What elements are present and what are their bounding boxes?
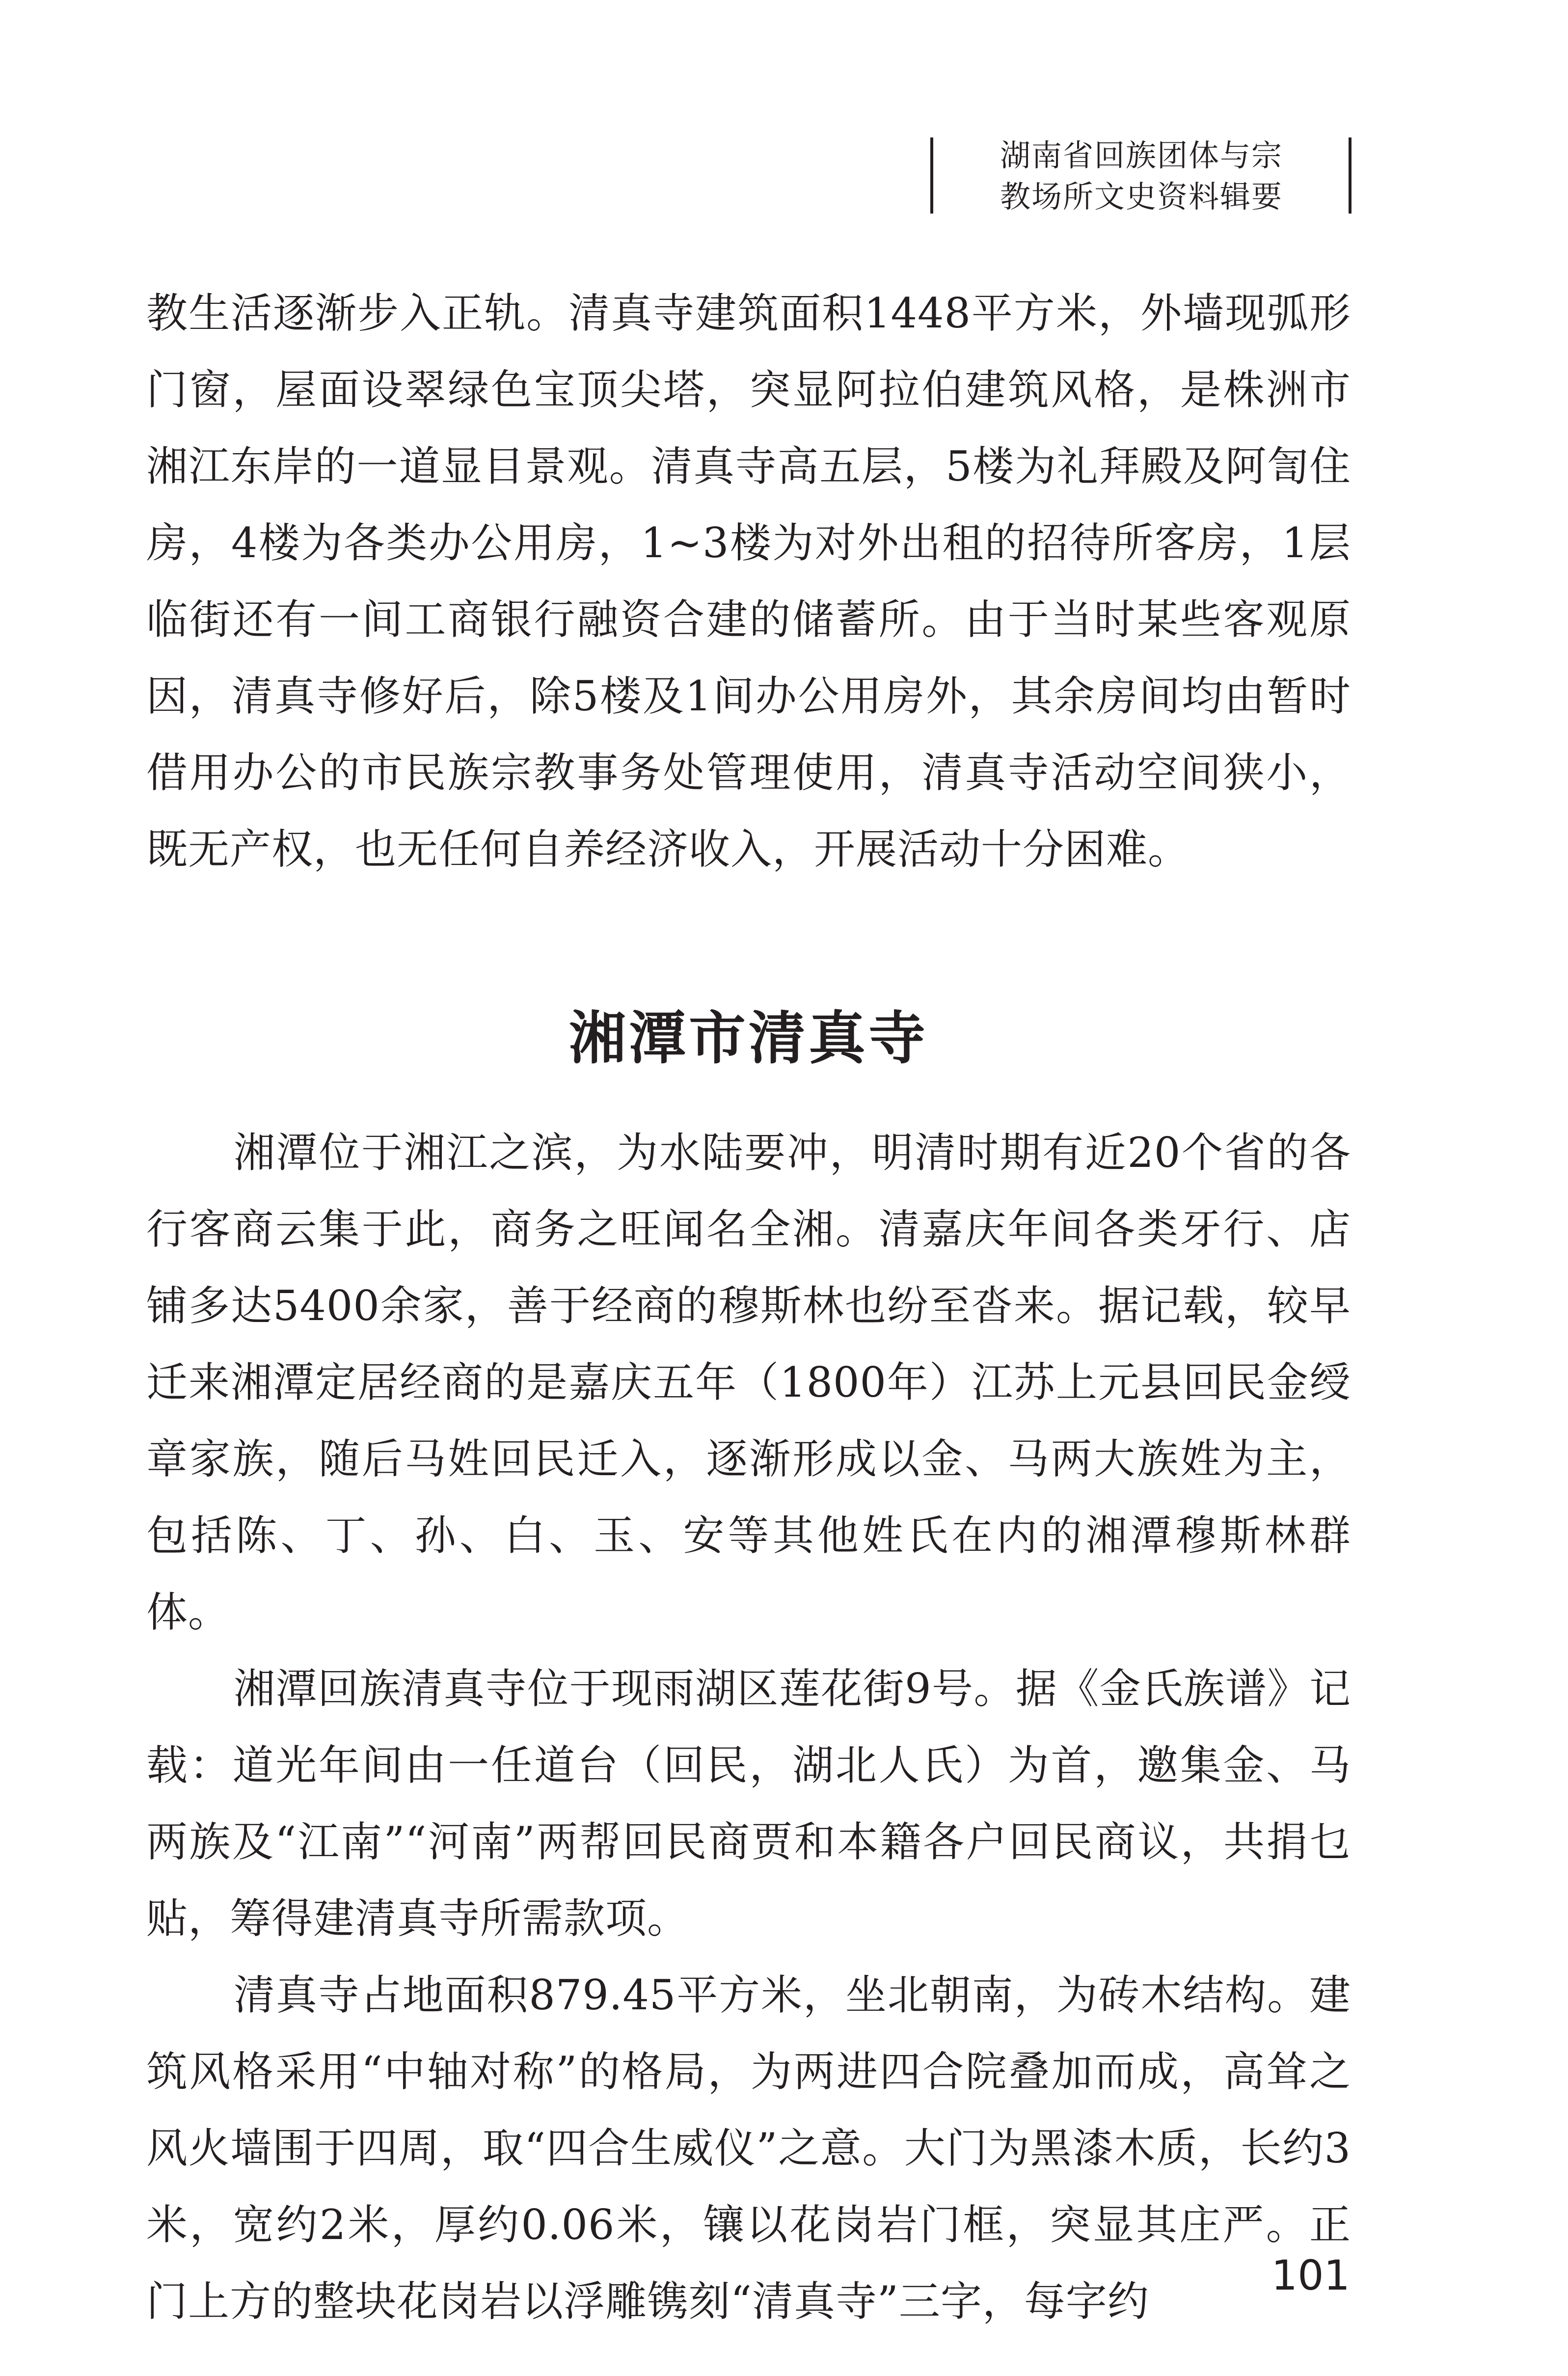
header-rule-left <box>930 137 933 214</box>
paragraph: 湘潭回族清真寺位于现雨湖区莲花街9号。据《金氏族谱》记载：道光年间由一任道台（回民，湖北人氏）为首，邀集金、马两族及“江南”“河南”两帮回民商贾和本籍各户回民商议，共捐乜贴，筹得建清真寺所需款项。 <box>146 1665 1351 1943</box>
section-title: 湘潭市清真寺 <box>569 1005 928 1072</box>
header-rule-right <box>1349 137 1352 214</box>
header-title-line-1: 湖南省回族团体与宗 <box>1000 137 1283 173</box>
paragraph: 清真寺占地面积879.45平方米，坐北朝南，为砖木结构。建筑风格采用“中轴对称”的格局，为两进四合院叠加而成，高耸之风火墙围于四周，取“四合生威仪”之意。大门为黑漆木质，长约3米，宽约2米，厚约0.06米，镶以花岗岩门框，突显其庄严。正门上方的整块花岗岩以浮雕镌刻“清真寺”三字，每字约 <box>146 1971 1351 2325</box>
running-header <box>930 135 1352 216</box>
continued-text-block <box>146 275 1351 888</box>
paragraph-continued: 教生活逐渐步入正轨。清真寺建筑面积1448平方米，外墙现弧形门窗，屋面设翠绿色宝顶尖塔，突显阿拉伯建筑风格，是株洲市湘江东岸的一道显目景观。清真寺高五层，5楼为礼拜殿及阿訇住房，4楼为各类办公用房，1~3楼为对外出租的招待所客房，1层临街还有一间工商银行融资合建的储蓄所。由于当时某些客观原因，清真寺修好后，除5楼及1间办公用房外，其余房间均由暂时借用办公的市民族宗教事务处管理使用，清真寺活动空间狭小，既无产权，也无任何自养经济收入，开展活动十分困难。 <box>146 289 1351 873</box>
section-body <box>146 1114 1351 2340</box>
page-number: 101 <box>1271 2251 1350 2299</box>
paragraph: 湘潭位于湘江之滨，为水陆要冲，明清时期有近20个省的各行客商云集于此，商务之旺闻名全湘。清嘉庆年间各类牙行、店铺多达5400余家，善于经商的穆斯林也纷至沓来。据记载，较早迁来湘潭定居经商的是嘉庆五年（1800年）江苏上元县回民金绶章家族，随后马姓回民迁入，逐渐形成以金、马两大族姓为主，包括陈、丁、孙、白、玉、安等其他姓氏在内的湘潭穆斯林群体。 <box>146 1129 1351 1636</box>
header-title <box>955 135 1328 217</box>
header-title-line-2: 教场所文史资料辑要 <box>1000 179 1283 215</box>
